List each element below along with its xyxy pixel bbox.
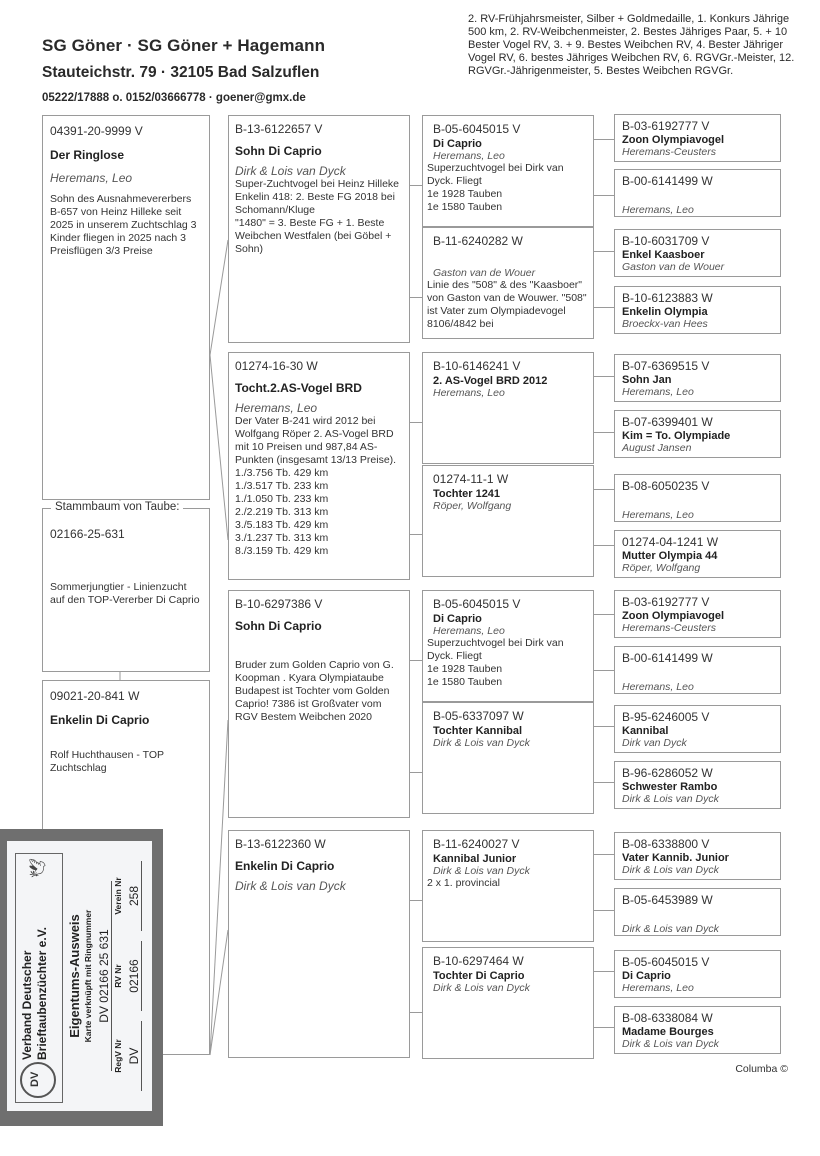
- gen2-ring: B-13-6122657 V: [235, 122, 323, 136]
- gen4-ring: 01274-04-1241 W: [622, 535, 719, 549]
- id-card-org-line1: Verband Deutscher: [20, 950, 34, 1060]
- gen3-card[interactable]: [422, 227, 594, 339]
- gen3-ring: B-05-6045015 V: [433, 597, 521, 611]
- connector-sire-gen2a: [210, 240, 228, 355]
- dam-name: Enkelin Di Caprio: [50, 713, 150, 727]
- gen2-description: Der Vater B-241 wird 2012 bei Wolfgang Röper 2. AS-Vogel BRD mit 10 Preisen und 987,84 AS-Punkten (insgesamt 13/13 Preise). 1./3.756 Tb. 429 km 1./3.517 Tb. 233 km 1./1.050 Tb. 233 km 2./2.219 Tb. 313 km 3./5.183 Tb. 429 km 3./1.237 Tb. 313 km 8./3.159 Tb. 429 km: [235, 415, 397, 557]
- subject-legend: Stammbaum von Taube:: [51, 501, 183, 513]
- gen3-ring: 01274-11-1 W: [433, 472, 509, 486]
- gen2-owner: Dirk & Lois van Dyck: [235, 164, 346, 178]
- connector-gen3-gen4: [594, 489, 614, 490]
- connector-gen3-gen4: [594, 545, 614, 546]
- gen4-owner: August Jansen: [622, 442, 692, 454]
- gen2-ring: B-10-6297386 V: [235, 597, 323, 611]
- connector-gen2-gen3: [410, 1012, 422, 1013]
- id-card-field-regv: RegV Nr DV: [113, 1021, 142, 1091]
- gen4-card[interactable]: [614, 530, 781, 578]
- gen3-ring: B-05-6337097 W: [433, 709, 524, 723]
- gen4-card[interactable]: [614, 286, 781, 334]
- gen4-name: Vater Kannib. Junior: [622, 852, 729, 864]
- gen3-owner: Heremans, Leo: [433, 387, 505, 399]
- gen3-owner: Heremans, Leo: [433, 625, 505, 637]
- connector-gen2-gen3: [410, 660, 422, 661]
- gen4-name-empty: [622, 189, 773, 202]
- connector-gen3-gen4: [594, 195, 614, 196]
- gen4-name: Enkel Kaasboer: [622, 249, 705, 261]
- gen4-name: Zoon Olympiavogel: [622, 610, 725, 622]
- gen4-card[interactable]: [614, 646, 781, 694]
- gen2-owner: Dirk & Lois van Dyck: [235, 879, 346, 893]
- id-card-title: Eigentums-Ausweis: [67, 914, 82, 1038]
- connector-gen3-gen4: [594, 376, 614, 377]
- connector-gen2-gen3: [410, 297, 422, 298]
- gen3-description: Linie des "508" & des "Kaasboer" von Gaston van de Wouwer. "508" ist Vater zum Olympiadevogel 8106/4842 bei: [427, 279, 587, 330]
- sire-owner: Heremans, Leo: [50, 171, 133, 185]
- gen3-name: Tochter Di Caprio: [433, 970, 525, 982]
- sire-ring: 04391-20-9999 V: [50, 124, 143, 138]
- gen4-ring: B-08-6338084 W: [622, 1011, 713, 1025]
- gen4-ring: B-08-6050235 V: [622, 479, 710, 493]
- gen4-ring: B-03-6192777 V: [622, 119, 710, 133]
- subject-description: Sommerjungtier - Linienzucht auf den TOP-Vererber Di Caprio: [50, 581, 200, 606]
- gen3-name: Tochter 1241: [433, 488, 501, 500]
- connector-gen3-gen4: [594, 670, 614, 671]
- connector-gen2-gen3: [410, 534, 422, 535]
- connector-gen3-gen4: [594, 1027, 614, 1028]
- gen3-name-empty: [433, 250, 587, 263]
- sire-description: Sohn des Ausnahmevererbers B-657 von Heinz Hilleke seit 2025 in unserem Zuchtschlag 3 Kinder fliegen in 2025 nach 3 Preisflügen 3/3 Preise: [50, 193, 197, 257]
- gen4-ring: B-00-6141499 W: [622, 174, 713, 188]
- connector-gen2-gen3: [410, 422, 422, 423]
- gen3-card[interactable]: [422, 590, 594, 702]
- gen3-card[interactable]: [422, 702, 594, 814]
- id-card-field-verein: Verein Nr 258: [113, 861, 142, 931]
- dam-ring: 09021-20-841 W: [50, 689, 140, 703]
- gen4-ring: B-95-6246005 V: [622, 710, 710, 724]
- gen4-card[interactable]: [614, 229, 781, 277]
- gen4-owner: Heremans-Ceusters: [622, 146, 716, 158]
- gen3-owner: Heremans, Leo: [433, 150, 505, 162]
- gen3-description: Superzuchtvogel bei Dirk van Dyck. Fliegt 1e 1928 Tauben 1e 1580 Tauben: [427, 637, 564, 688]
- connector-dam-gen2a: [210, 720, 228, 1055]
- gen4-ring: B-08-6338800 V: [622, 837, 710, 851]
- gen4-owner: Broeckx-van Hees: [622, 318, 708, 330]
- connector-gen2-gen3: [410, 185, 422, 186]
- id-card-org-line2: Brieftaubenzüchter e.V.: [35, 927, 49, 1060]
- connector-gen3-gen4: [594, 139, 614, 140]
- gen2-description: Bruder zum Golden Caprio von G. Koopman . Kyara Olympiataube Budapest ist Tochter vom Golden Caprio! 7386 ist Großvater vom RGV Bestem Weibchen 2020: [235, 659, 394, 723]
- gen4-owner: Dirk & Lois van Dyck: [622, 793, 719, 805]
- connector-gen3-gen4: [594, 782, 614, 783]
- gen3-description: Superzuchtvogel bei Dirk van Dyck. Fliegt 1e 1928 Tauben 1e 1580 Tauben: [427, 162, 564, 213]
- gen2-owner-empty: [235, 639, 403, 653]
- gen4-card[interactable]: [614, 114, 781, 162]
- gen4-owner: Dirk & Lois van Dyck: [622, 923, 719, 935]
- gen3-card[interactable]: [422, 115, 594, 227]
- gen4-ring: B-07-6369515 V: [622, 359, 710, 373]
- pigeon-icon: 🕊: [30, 857, 47, 878]
- gen3-owner: Gaston van de Wouer: [433, 267, 536, 279]
- gen3-card[interactable]: [422, 947, 594, 1059]
- gen4-card[interactable]: [614, 832, 781, 880]
- id-card-field-rv: RV Nr 02166: [113, 941, 142, 1011]
- gen4-ring: B-03-6192777 V: [622, 595, 710, 609]
- subject-ring: 02166-25-631: [50, 527, 125, 541]
- gen3-card[interactable]: [422, 352, 594, 464]
- gen2-card[interactable]: [228, 830, 410, 1058]
- gen4-card[interactable]: [614, 410, 781, 458]
- gen2-description: Super-Zuchtvogel bei Heinz Hilleke Enkelin 418: 2. Beste FG 2018 bei Schomann/Kluge "1480" = 3. Beste FG + 1. Beste Weibchen Westfalen (bei Göbel + Sohn): [235, 178, 399, 255]
- dam-description: Rolf Huchthausen - TOP Zuchtschlag: [50, 749, 164, 774]
- gen4-name-empty: [622, 666, 773, 679]
- gen4-ring: B-07-6399401 W: [622, 415, 713, 429]
- connector-sire-gen2b: [210, 355, 228, 540]
- gen4-name-empty: [622, 494, 773, 507]
- gen4-name-empty: [622, 908, 773, 921]
- connector-gen3-gen4: [594, 971, 614, 972]
- connector-gen3-gen4: [594, 910, 614, 911]
- gen3-card[interactable]: [422, 465, 594, 577]
- gen3-owner: Dirk & Lois van Dyck: [433, 865, 530, 877]
- gen4-name: Mutter Olympia 44: [622, 550, 718, 562]
- ownership-id-card: [0, 829, 163, 1126]
- id-card-ring-number: DV 02166 25 631: [97, 881, 112, 1071]
- gen4-owner: Dirk & Lois van Dyck: [622, 1038, 719, 1050]
- gen4-owner: Röper, Wolfgang: [622, 562, 701, 574]
- gen4-name: Enkelin Olympia: [622, 306, 708, 318]
- gen4-ring: B-96-6286052 W: [622, 766, 713, 780]
- id-card-header: [15, 853, 63, 1103]
- gen4-card[interactable]: [614, 1006, 781, 1054]
- copyright-footer: Columba ©: [735, 1063, 788, 1075]
- gen3-owner: Dirk & Lois van Dyck: [433, 737, 530, 749]
- sire-name: Der Ringlose: [50, 148, 125, 162]
- gen3-card[interactable]: [422, 830, 594, 942]
- breeder-contact: 05222/17888 o. 0152/03666778 · goener@gmx.de: [42, 92, 306, 104]
- gen3-name: 2. AS-Vogel BRD 2012: [433, 375, 548, 387]
- connector-dam-gen2b: [210, 930, 228, 1055]
- gen4-name: Di Caprio: [622, 970, 671, 982]
- gen4-name: Kannibal: [622, 725, 669, 737]
- gen3-description: 2 x 1. provincial: [427, 877, 500, 889]
- sire-card[interactable]: [42, 115, 210, 500]
- gen3-name: Kannibal Junior: [433, 853, 517, 865]
- gen4-card[interactable]: [614, 354, 781, 402]
- connector-gen2-gen3: [410, 772, 422, 773]
- gen4-owner: Heremans, Leo: [622, 386, 694, 398]
- gen4-card[interactable]: [614, 590, 781, 638]
- gen3-owner: Röper, Wolfgang: [433, 500, 512, 512]
- gen3-name: Tochter Kannibal: [433, 725, 523, 737]
- gen3-name: Di Caprio: [433, 138, 482, 150]
- connector-gen3-gen4: [594, 726, 614, 727]
- gen2-card[interactable]: [228, 115, 410, 343]
- gen3-ring: B-11-6240027 V: [433, 837, 520, 851]
- gen4-card[interactable]: [614, 705, 781, 753]
- connector-gen3-gen4: [594, 614, 614, 615]
- gen4-ring: B-05-6453989 W: [622, 893, 713, 907]
- gen4-name: Kim = To. Olympiade: [622, 430, 731, 442]
- connector-gen3-gen4: [594, 307, 614, 308]
- connector-gen3-gen4: [594, 854, 614, 855]
- gen3-name: Di Caprio: [433, 613, 482, 625]
- gen3-ring: B-11-6240282 W: [433, 234, 523, 248]
- gen3-owner: Dirk & Lois van Dyck: [433, 982, 530, 994]
- gen2-ring: 01274-16-30 W: [235, 359, 318, 373]
- gen4-owner: Heremans-Ceusters: [622, 622, 716, 634]
- gen4-owner: Dirk van Dyck: [622, 737, 687, 749]
- gen3-ring: B-10-6146241 V: [433, 359, 521, 373]
- gen2-name: Sohn Di Caprio: [235, 144, 322, 158]
- gen4-owner: Heremans, Leo: [622, 509, 694, 521]
- gen4-ring: B-05-6045015 V: [622, 955, 710, 969]
- breeder-name: SG Göner · SG Göner + Hagemann: [42, 36, 326, 55]
- gen3-ring: B-05-6045015 V: [433, 122, 521, 136]
- gen4-name: Schwester Rambo: [622, 781, 718, 793]
- gen4-owner: Heremans, Leo: [622, 681, 694, 693]
- gen2-name: Tocht.2.AS-Vogel BRD: [235, 381, 362, 395]
- gen4-ring: B-10-6031709 V: [622, 234, 710, 248]
- gen4-card[interactable]: [614, 474, 781, 522]
- gen2-card[interactable]: [228, 352, 410, 580]
- breeder-address: Stauteichstr. 79 · 32105 Bad Salzuflen: [42, 64, 320, 81]
- gen4-owner: Dirk & Lois van Dyck: [622, 864, 719, 876]
- connector-gen2-gen3: [410, 900, 422, 901]
- gen4-ring: B-00-6141499 W: [622, 651, 713, 665]
- gen4-owner: Heremans, Leo: [622, 204, 694, 216]
- gen4-card[interactable]: [614, 950, 781, 998]
- gen2-name: Enkelin Di Caprio: [235, 859, 335, 873]
- gen4-owner: Heremans, Leo: [622, 982, 694, 994]
- gen4-ring: B-10-6123883 W: [622, 291, 713, 305]
- achievements-text: 2. RV-Frühjahrsmeister, Silber + Goldmedaille, 1. Konkurs Jährige 500 km, 2. RV-Weibchenmeister, 2. Bestes Jähriges Paar, 5. + 10 Bester Vogel RV, 3. + 9. Bestes Weibchen RV, 4. Bester Jähriger Vogel RV, 6. bestes Jähriges Weibchen RV, 6. RGVGr.-Meister, 12. RGVGr.-Jährigenmeister, 5. Bestes Weibchen RGVGr.: [468, 13, 795, 77]
- gen4-name: Zoon Olympiavogel: [622, 134, 725, 146]
- connector-gen3-gen4: [594, 432, 614, 433]
- gen2-owner: Heremans, Leo: [235, 401, 318, 415]
- subject-card[interactable]: [42, 501, 210, 672]
- gen4-name: Sohn Jan: [622, 374, 672, 386]
- gen4-card[interactable]: [614, 761, 781, 809]
- gen4-name: Madame Bourges: [622, 1026, 714, 1038]
- gen4-card[interactable]: [614, 888, 781, 936]
- connector-gen3-gen4: [594, 251, 614, 252]
- gen3-ring: B-10-6297464 W: [433, 954, 524, 968]
- gen2-card[interactable]: [228, 590, 410, 818]
- gen2-ring: B-13-6122360 W: [235, 837, 326, 851]
- gen2-name: Sohn Di Caprio: [235, 619, 322, 633]
- id-card-subtitle: Karte verknüpft mit Ringnummer: [83, 909, 93, 1043]
- dv-logo-icon: DV: [20, 1062, 56, 1098]
- gen4-card[interactable]: [614, 169, 781, 217]
- gen4-owner: Gaston van de Wouer: [622, 261, 725, 273]
